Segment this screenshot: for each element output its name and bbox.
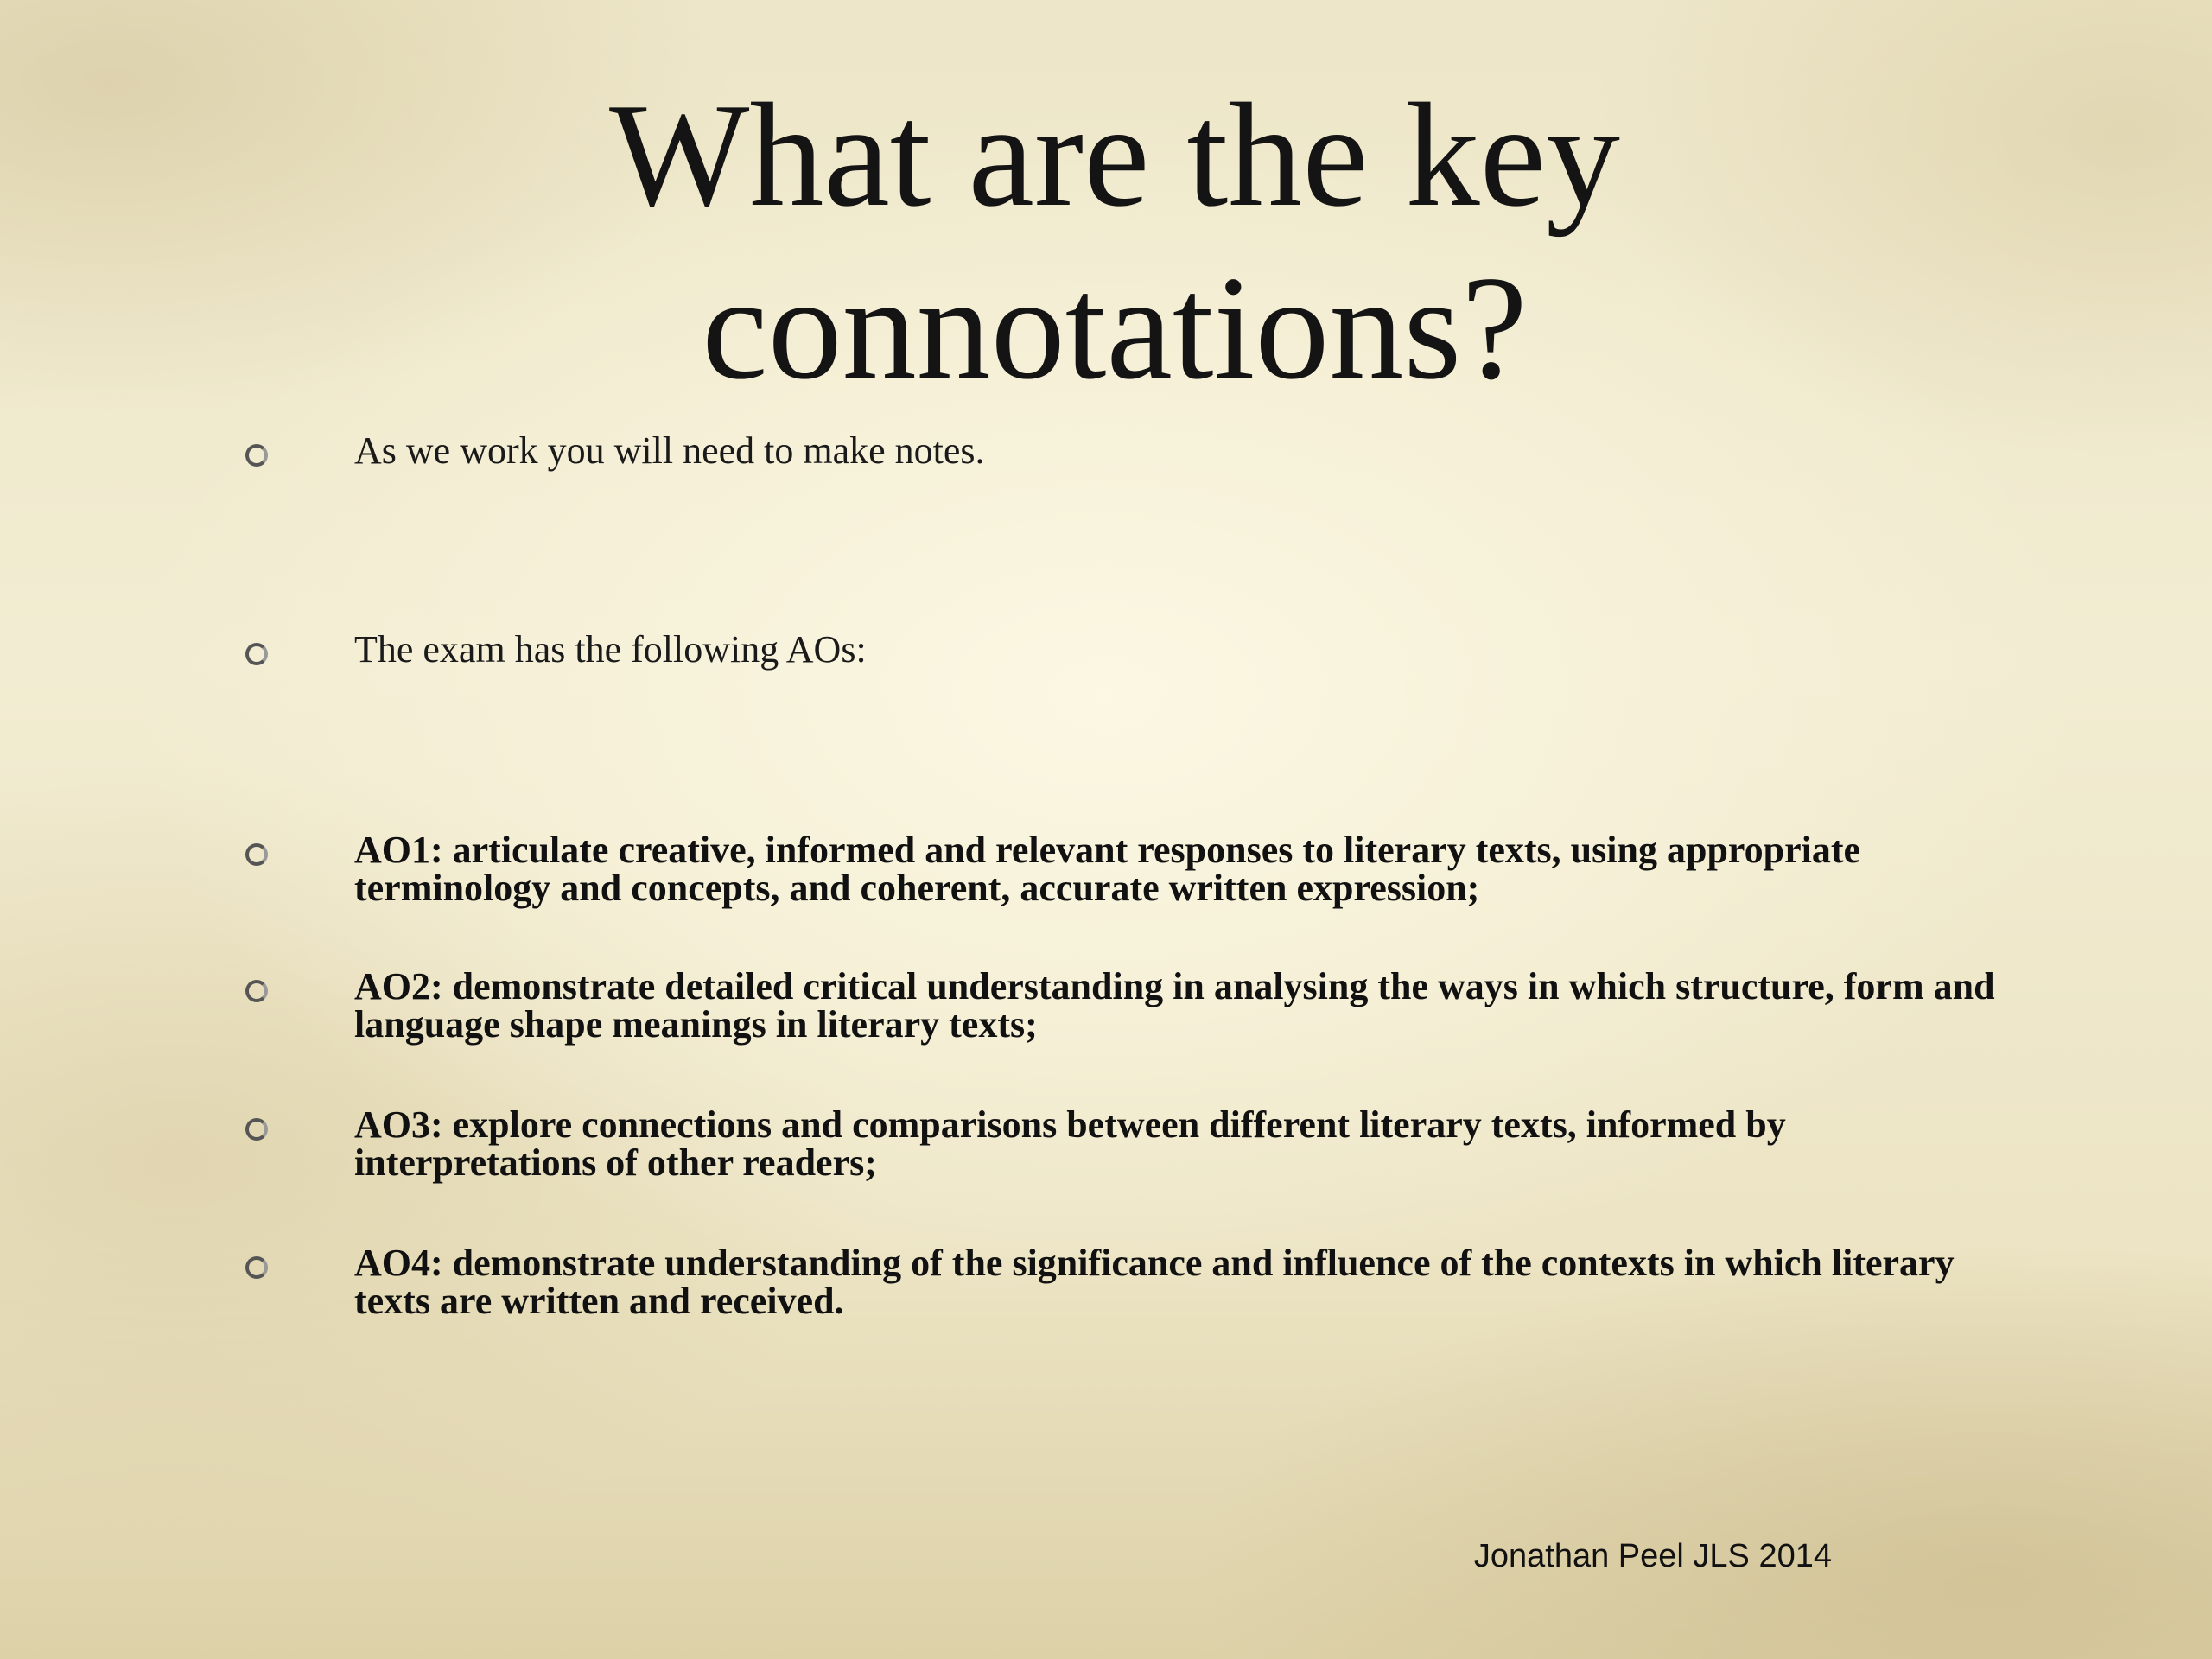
bullet-text: AO3: explore connections and comparisons between different literary texts, informed by interpretations of other readers; bbox=[354, 1103, 1786, 1184]
bullet-text: AO2: demonstrate detailed critical understanding in analysing the ways in which structure, form and language shape meanings in literary texts; bbox=[354, 965, 1995, 1046]
hollow-circle-bullet-icon bbox=[245, 1118, 268, 1141]
slide-title-line-2: connotations? bbox=[702, 246, 1528, 410]
hollow-circle-bullet-icon bbox=[245, 643, 268, 665]
hollow-circle-bullet-icon bbox=[245, 980, 268, 1002]
hollow-circle-bullet-icon bbox=[245, 1256, 268, 1279]
bullet-text: AO1: articulate creative, informed and relevant responses to literary texts, using appropriate terminology and concepts, and coherent, accurate written expression; bbox=[354, 829, 1861, 909]
slide-title-line-1: What are the key bbox=[609, 73, 1620, 238]
hollow-circle-bullet-icon bbox=[245, 843, 268, 866]
slide-footer: Jonathan Peel JLS 2014 bbox=[1473, 1538, 1832, 1574]
hollow-circle-bullet-icon bbox=[245, 444, 268, 467]
bullet-text: AO4: demonstrate understanding of the significance and influence of the contexts in which literary texts are written and received. bbox=[354, 1242, 1955, 1322]
bullet-text: The exam has the following AOs: bbox=[354, 628, 867, 671]
bullet-text: As we work you will need to make notes. bbox=[354, 429, 985, 472]
